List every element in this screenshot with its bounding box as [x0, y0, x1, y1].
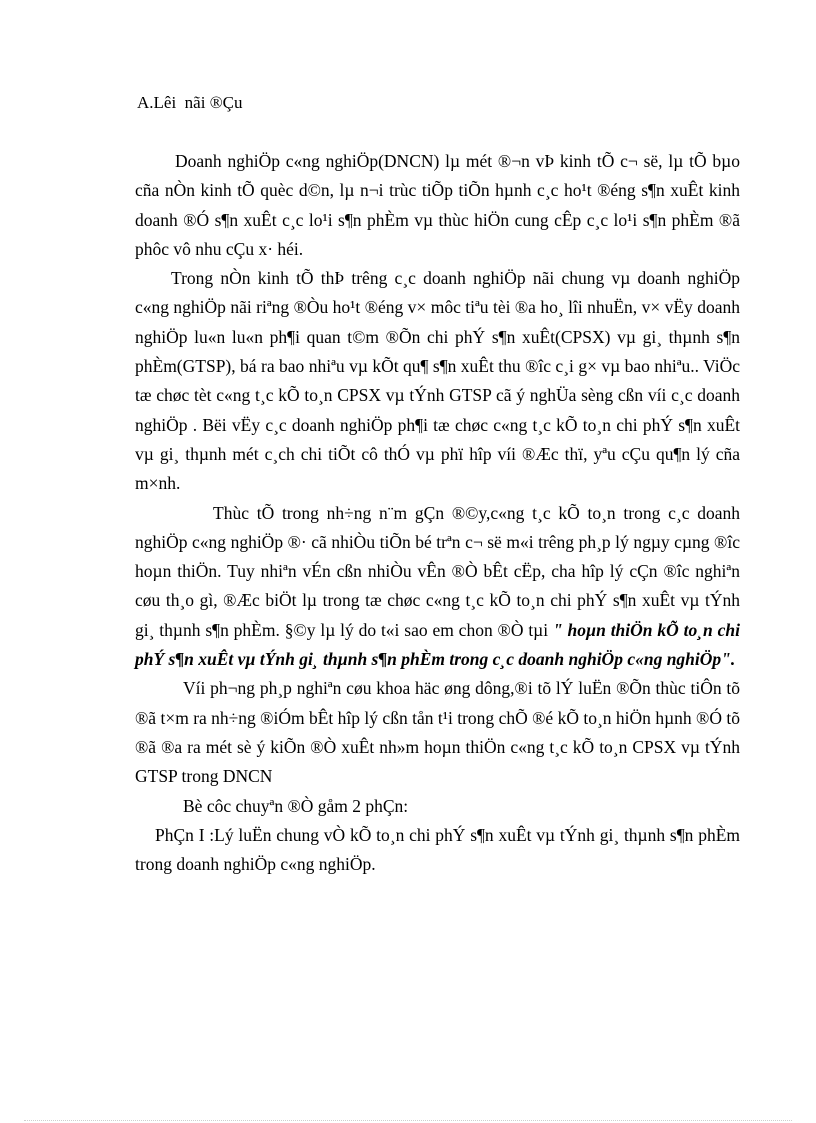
- paragraph-part-one: PhÇn I :Lý luËn chung vÒ kÕ to¸n chi phÝ s¶n xuÊt vµ tÝnh gi¸ thµnh s¶n phÈm trong doanh nghiÖp c«ng nghiÖp.: [135, 824, 740, 875]
- thesis-title: " hoµn thiÖn kÕ to¸n chi phÝ s¶n xuÊt vµ tÝnh gi¸ thµnh s¶n phÈm trong c¸c doanh nghiÖp c«ng nghiÖp".: [135, 619, 740, 670]
- paragraph-structure: Bè côc chuyªn ®Ò gåm 2 phÇn:: [183, 795, 409, 816]
- paragraph-reality-text: Thùc tÕ trong nh÷ng n¨m gÇn ®©y,c«ng t¸c kÕ to¸n trong c¸c doanh nghiÖp c«ng nghiÖp ®· cã nhiÒu tiÕn bé trªn c¬ së m«i trêng ph¸p lý ngµy cµng ®îc hoµn thiÖn. Tuy nhiªn vÉn cßn nhiÒu vÊn ®Ò bÊt cËp, cha hîp lý cÇn ®îc nghiªn cøu th¸o gì, ®Æc biÖt lµ trong tæ chøc c«ng t¸c kÕ to¸n chi phÝ s¶n xuÊt vµ tÝnh gi¸ thµnh s¶n phÈm. §©y lµ lý do t«i sao em chon ®Ò tµi: [135, 502, 740, 640]
- paragraph-method: Víi ph¬ng ph¸p nghiªn cøu khoa häc øng dông,®i tõ lÝ luËn ®Õn thùc tiÔn tõ ®ã t×m ra nh÷ng ®iÓm bÊt hîp lý cßn tån t¹i trong chÕ ®é kÕ to¸n hiÖn hµnh ®Ó tõ ®ã ®a ra mét sè ý kiÕn ®Ò xuÊt nh»m hoµn thiÖn c«ng t¸c kÕ to¸n CPSX vµ tÝnh GTSP trong DNCN: [135, 678, 740, 787]
- page-bottom-border: [24, 1120, 792, 1121]
- paragraph-reality: [135, 499, 740, 675]
- paragraph-intro: Doanh nghiÖp c«ng nghiÖp(DNCN) lµ mét ®¬n vÞ kinh tÕ c¬ së, lµ tÕ bµo cña nÒn kinh tÕ quèc d©n, lµ n¬i trùc tiÕp tiÕn hµnh c¸c ho¹t ®éng s¶n xuÊt kinh doanh ®Ó s¶n xuÊt c¸c lo¹i s¶n phÈm vµ thùc hiÖn cung cÊp c¸c lo¹i s¶n phÈm ®ã phôc vô nhu cÇu x· héi.: [135, 151, 740, 259]
- paragraph-market-economy: Trong nÒn kinh tÕ thÞ trêng c¸c doanh nghiÖp nãi chung vµ doanh nghiÖp c«ng nghiÖp nãi riªng ®Òu ho¹t ®éng v× môc tiªu tèi ®a ho¸ lîi nhuËn, v× vËy doanh nghiÖp lu«n lu«n ph¶i quan t©m ®Õn chi phÝ s¶n xuÊt(CPSX) vµ gi¸ thµnh s¶n phÈm(GTSP), bá ra bao nhiªu vµ kÕt qu¶ s¶n xuÊt thu ®îc c¸i g× vµ bao nhiªu.. ViÖc tæ chøc tèt c«ng t¸c kÕ to¸n CPSX vµ tÝnh GTSP cã ý nghÜa sèng cßn víi c¸c doanh nghiÖp . Bëi vËy c¸c doanh nghiÖp ph¶i tæ chøc c«ng t¸c kÕ to¸n chi phÝ s¶n xuÊt vµ gi¸ thµnh mét c¸ch chi tiÕt cô thÓ vµ phï hîp víi ®Æc thï, yªu cÇu qu¶n lý cña m×nh.: [135, 268, 740, 494]
- section-heading: A.Lêi nãi ®Çu: [137, 93, 243, 112]
- document-body: [135, 147, 740, 879]
